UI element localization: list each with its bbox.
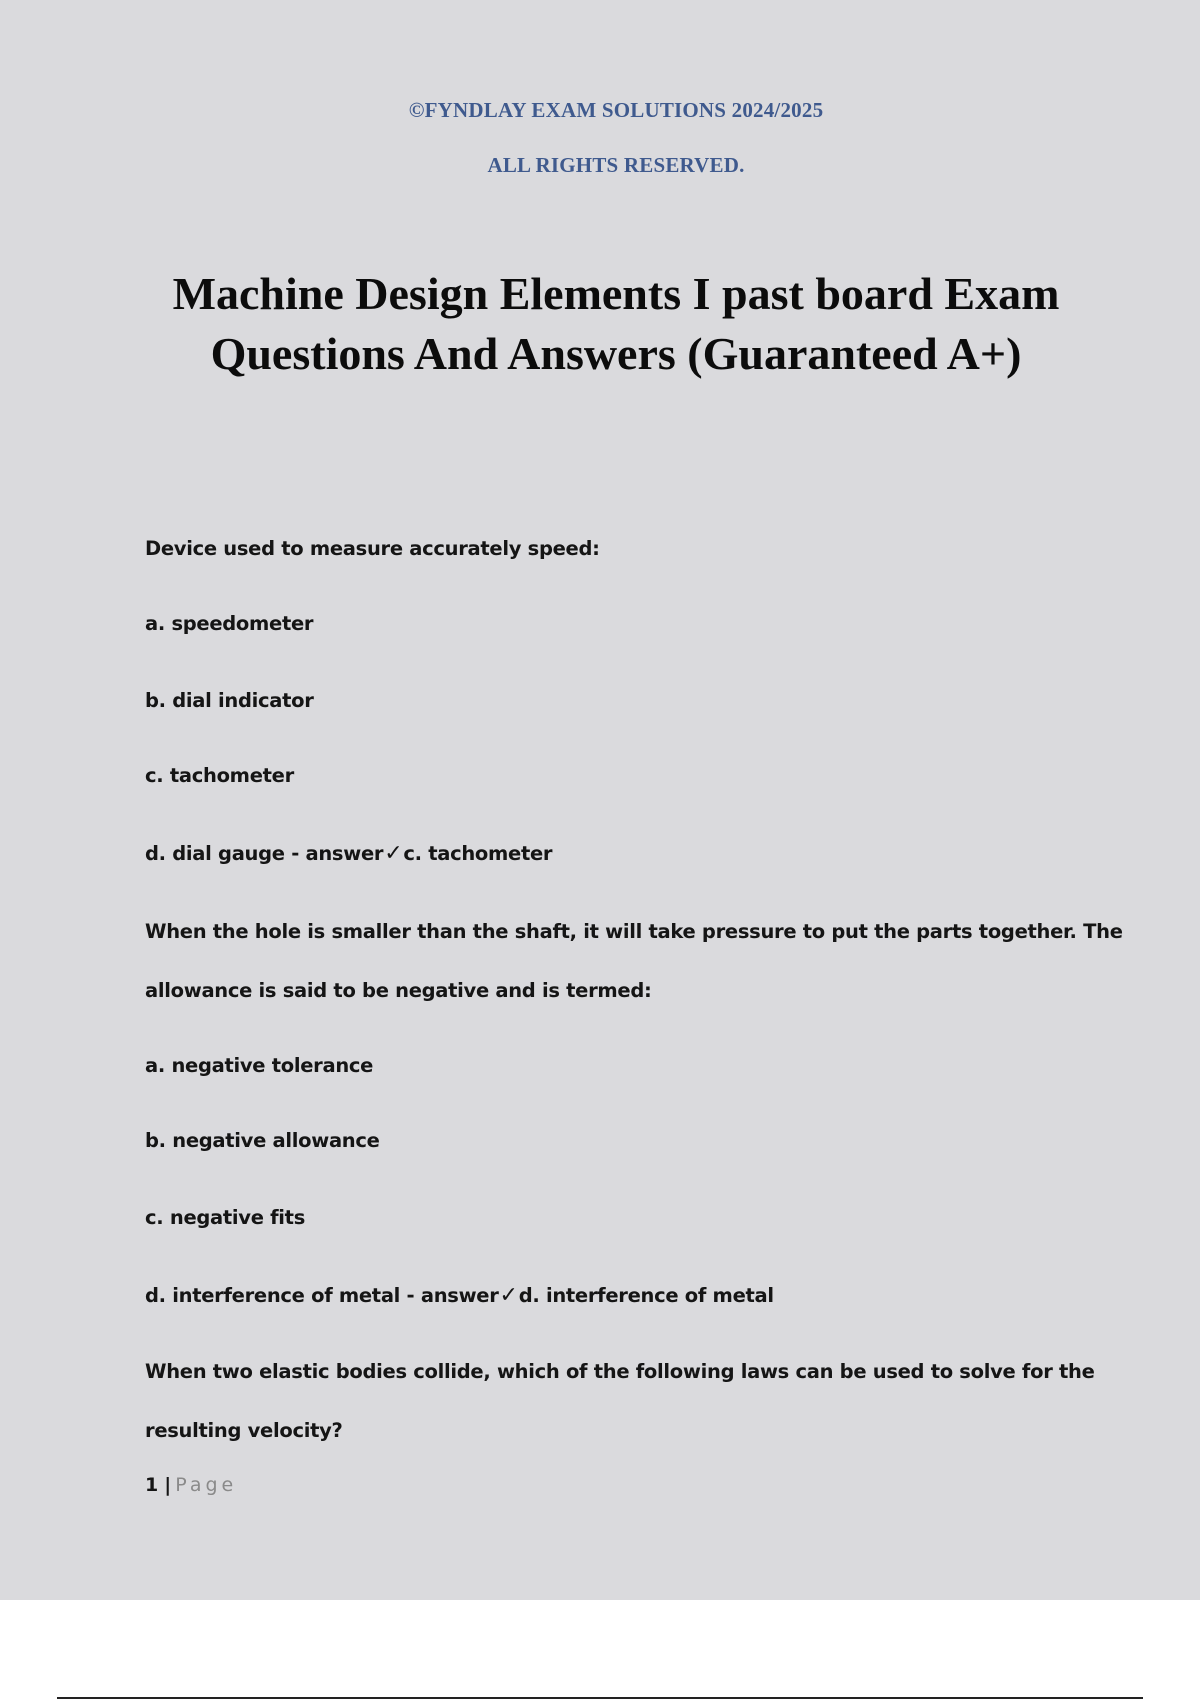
copyright-header: ©FYNDLAY EXAM SOLUTIONS 2024/2025 xyxy=(408,98,824,122)
question-2-option-d-with-answer xyxy=(145,1283,774,1308)
question-2-option-d: d. interference of metal - answer xyxy=(145,1284,499,1307)
question-2-text-line-1: When the hole is smaller than the shaft, it will take pressure to put the parts together. The xyxy=(145,920,1123,943)
document-title-line-1: Machine Design Elements I past board Exam xyxy=(172,268,1060,319)
question-2-option-a: a. negative tolerance xyxy=(145,1054,374,1077)
question-2-option-b: b. negative allowance xyxy=(145,1129,380,1152)
question-2-option-c: c. negative fits xyxy=(145,1206,306,1229)
question-1-option-a: a. speedometer xyxy=(145,612,314,635)
question-2-answer: d. interference of metal xyxy=(518,1284,774,1307)
document-title-line-2: Questions And Answers (Guaranteed A+) xyxy=(210,328,1022,379)
page-word: Page xyxy=(175,1474,238,1496)
question-3-text-line-1: When two elastic bodies collide, which of the following laws can be used to solve for the xyxy=(145,1360,1095,1383)
question-1-option-c: c. tachometer xyxy=(145,764,294,787)
question-1-option-b: b. dial indicator xyxy=(145,689,314,712)
page-number-separator: | xyxy=(164,1474,172,1496)
rights-header: ALL RIGHTS RESERVED. xyxy=(487,153,745,177)
question-3-text-line-2: resulting velocity? xyxy=(145,1419,343,1442)
question-1-option-d-with-answer xyxy=(145,841,552,866)
page-number-value: 1 xyxy=(145,1474,159,1496)
page-number xyxy=(145,1474,237,1496)
question-1-answer: c. tachometer xyxy=(403,842,553,865)
checkmark-icon: ✓ xyxy=(499,1283,518,1308)
question-1-option-d: d. dial gauge - answer xyxy=(145,842,384,865)
checkmark-icon: ✓ xyxy=(384,841,403,866)
bottom-divider xyxy=(57,1697,1143,1699)
question-2-text-line-2: allowance is said to be negative and is termed: xyxy=(145,979,652,1002)
question-1-text: Device used to measure accurately speed: xyxy=(145,537,600,560)
